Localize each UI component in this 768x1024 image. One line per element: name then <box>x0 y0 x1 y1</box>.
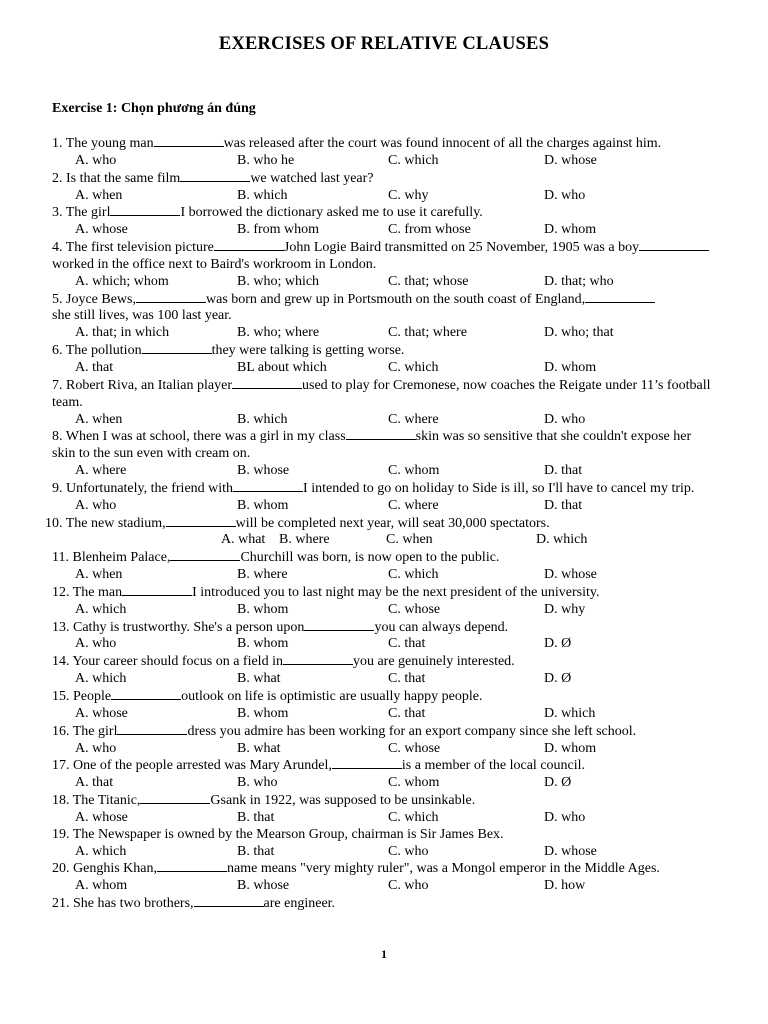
answer-option: D. who <box>544 411 586 427</box>
answer-blank <box>639 239 709 251</box>
answer-option: A. where <box>75 463 127 479</box>
question-text: is a member of the local council. <box>401 758 586 774</box>
answer-blank <box>122 584 192 596</box>
question-item <box>52 480 716 498</box>
answer-option: B. that <box>237 843 275 859</box>
answer-blank <box>304 619 374 631</box>
question-text: skin was so sensitive that she couldn't expose her skin to the sun even with cream on. <box>52 429 692 462</box>
answer-option: A. which; whom <box>75 273 169 289</box>
answer-option: C. from whose <box>388 222 471 238</box>
question-item <box>52 204 716 222</box>
question-text: 12. The man <box>52 584 123 600</box>
answer-option: D. Ø <box>544 775 572 791</box>
answer-option: D. why <box>544 601 586 617</box>
answer-option: A. who <box>75 152 117 168</box>
answer-option: A. when <box>75 187 123 203</box>
answer-option: A. when <box>75 567 123 583</box>
question-text: used to play for Cremonese, now coaches the Reigate under 11’s football team. <box>52 377 711 410</box>
answer-option: D. who <box>544 187 586 203</box>
answer-options <box>52 636 716 653</box>
question-text: 11. Blenheim Palace, <box>52 550 171 566</box>
answer-option: D. Ø <box>544 671 572 687</box>
answer-option: A. whose <box>75 809 128 825</box>
question-text: name means "very mighty ruler", was a Mongol emperor in the Middle Ages. <box>227 861 660 877</box>
question-text: 1. The young man <box>52 136 154 151</box>
question-text: 5. Joyce Bews, <box>52 291 136 307</box>
question-text: she still lives, was 100 last year. <box>52 308 232 324</box>
answer-blank <box>214 239 284 251</box>
answer-option: D. whose <box>544 152 597 168</box>
question-text: I borrowed the dictionary asked me to use it carefully. <box>180 205 483 221</box>
question-item <box>52 895 716 913</box>
question-text: 7. Robert Riva, an Italian player <box>52 377 232 393</box>
answer-options <box>52 222 716 239</box>
answer-option: D. who; that <box>544 325 614 341</box>
question-item <box>52 135 716 153</box>
answer-blank <box>346 428 416 440</box>
answer-options <box>52 741 716 758</box>
answer-option: BL about which <box>237 359 327 375</box>
question-text: 2. Is that the same film <box>52 170 181 186</box>
question-item <box>52 757 716 775</box>
answer-options <box>52 602 716 619</box>
answer-option: C. that; whose <box>388 273 469 289</box>
question-text: 17. One of the people arrested was Mary Arundel, <box>52 758 332 774</box>
answer-option: A. what <box>221 532 266 548</box>
answer-option: D. whose <box>544 843 597 859</box>
answer-options <box>52 706 716 723</box>
question-item <box>52 549 716 567</box>
answer-option: C. that <box>388 705 426 721</box>
answer-options <box>52 274 716 291</box>
answer-blank <box>180 170 250 182</box>
question-text: they were talking is getting worse. <box>211 343 405 359</box>
answer-option: B. what <box>237 740 281 756</box>
answer-options <box>52 844 716 861</box>
answer-option: A. who <box>75 497 117 513</box>
question-item <box>52 170 716 188</box>
answer-option: D. whom <box>544 359 597 375</box>
question-text: you can always depend. <box>374 619 509 635</box>
question-item <box>52 792 716 810</box>
question-text: worked in the office next to Baird's workroom in London. <box>52 256 377 272</box>
answer-blank <box>136 291 206 303</box>
answer-option: C. which <box>388 567 439 583</box>
answer-blank <box>166 515 236 527</box>
question-text: are engineer. <box>263 896 336 912</box>
answer-option: C. when <box>386 532 433 548</box>
answer-blank <box>332 757 402 769</box>
answer-option: C. that <box>388 671 426 687</box>
answer-option: B. whose <box>237 878 290 894</box>
question-text: dress you admire has been working for an export company since she left school. <box>187 723 637 739</box>
question-item <box>52 428 716 463</box>
answer-options <box>52 153 716 170</box>
answer-options <box>52 810 716 827</box>
answer-blank <box>585 291 655 303</box>
answer-blank <box>111 688 181 700</box>
answer-blank <box>110 204 180 216</box>
question-item <box>52 584 716 602</box>
answer-option: C. who <box>388 878 429 894</box>
answer-option: A. whose <box>75 705 128 721</box>
answer-options <box>52 567 716 584</box>
question-text: John Logie Baird transmitted on 25 November, 1905 was a boy <box>283 240 640 256</box>
answer-option: C. who <box>388 843 429 859</box>
answer-blank <box>170 549 240 561</box>
question-list <box>45 135 716 913</box>
answer-options <box>52 878 716 895</box>
question-text: 8. When I was at school, there was a girl in my class <box>52 429 346 445</box>
answer-option: C. why <box>388 187 429 203</box>
answer-option: D. whom <box>544 740 597 756</box>
answer-options <box>52 360 716 377</box>
question-text: 18. The Titanic, <box>52 793 141 809</box>
answer-option: B. whom <box>237 601 289 617</box>
question-text: 3. The girl <box>52 205 111 221</box>
question-item <box>52 860 716 878</box>
answer-option: D. whose <box>544 567 597 583</box>
question-text: 6. The pollution <box>52 343 142 359</box>
answer-option: B. who; where <box>237 325 320 341</box>
question-item <box>52 291 716 326</box>
answer-options <box>52 325 716 342</box>
answer-option: B. who <box>237 775 278 791</box>
answer-option: B. from whom <box>237 222 320 238</box>
answer-option: B. where <box>279 532 330 548</box>
answer-option: C. that <box>388 636 426 652</box>
question-item <box>52 827 716 844</box>
answer-option: C. whose <box>388 601 441 617</box>
answer-option: D. that <box>544 497 583 513</box>
question-text: I intended to go on holiday to Side is ill, so I'll have to cancel my trip. <box>303 480 695 496</box>
answer-option: B. which <box>237 187 288 203</box>
answer-blank <box>142 342 212 354</box>
answer-option: B. whose <box>237 463 290 479</box>
answer-option: A. which <box>75 601 127 617</box>
answer-option: A. when <box>75 411 123 427</box>
exercise-heading: Exercise 1: Chọn phương án đúng <box>52 101 256 116</box>
question-text: was born and grew up in Portsmouth on the south coast of England, <box>206 291 586 307</box>
answer-option: C. whom <box>388 775 440 791</box>
question-item <box>52 342 716 360</box>
answer-option: D. which <box>544 705 596 721</box>
answer-option: C. which <box>388 809 439 825</box>
question-item <box>52 239 716 274</box>
question-text: 16. The girl <box>52 723 118 739</box>
answer-options <box>52 412 716 429</box>
answer-options <box>52 498 716 515</box>
answer-options <box>52 188 716 205</box>
answer-option: D. that <box>544 463 583 479</box>
question-item <box>52 619 716 637</box>
answer-option: D. whom <box>544 222 597 238</box>
answer-blank <box>117 723 187 735</box>
answer-option: A. that <box>75 359 114 375</box>
question-item <box>52 653 716 671</box>
question-text: Churchill was born, is now open to the public. <box>240 550 500 566</box>
answer-option: A. whom <box>75 878 128 894</box>
answer-option: C. whom <box>388 463 440 479</box>
answer-option: C. which <box>388 359 439 375</box>
question-text: 21. She has two brothers, <box>52 896 194 912</box>
question-text: outlook on life is optimistic are usually happy people. <box>181 689 483 704</box>
answer-option: A. which <box>75 671 127 687</box>
answer-option: A. who <box>75 636 117 652</box>
answer-blank <box>157 860 227 872</box>
question-text: 13. Cathy is trustworthy. She's a person upon <box>52 619 305 635</box>
answer-option: B. whom <box>237 497 289 513</box>
answer-option: B. what <box>237 671 281 687</box>
question-item <box>45 515 716 533</box>
answer-option: B. where <box>237 567 288 583</box>
answer-blank <box>194 895 264 907</box>
question-text: was released after the court was found innocent of all the charges against him. <box>223 136 662 151</box>
question-text: Gsank in 1922, was supposed to be unsinkable. <box>210 793 476 809</box>
page-number: 1 <box>381 947 387 961</box>
answer-option: D. who <box>544 809 586 825</box>
question-item <box>52 723 716 741</box>
question-text: 14. Your career should focus on a field in <box>52 654 283 670</box>
answer-option: C. whose <box>388 740 441 756</box>
question-text: 15. People <box>52 689 112 704</box>
question-item <box>52 377 716 412</box>
document-title: EXERCISES OF RELATIVE CLAUSES <box>218 34 550 54</box>
answer-option: B. whom <box>237 705 289 721</box>
answer-blank <box>232 377 302 389</box>
answer-blank <box>154 135 224 147</box>
answer-option: C. where <box>388 497 439 513</box>
question-text: you are genuinely interested. <box>352 654 515 670</box>
answer-blank <box>140 792 210 804</box>
answer-option: C. where <box>388 411 439 427</box>
question-text: will be completed next year, will seat 30,000 spectators. <box>235 515 550 531</box>
answer-option: C. which <box>388 152 439 168</box>
answer-option: B. who; which <box>237 273 320 289</box>
answer-option: D. which <box>536 532 588 548</box>
question-text: 4. The first television picture <box>52 240 214 256</box>
answer-blank <box>283 653 353 665</box>
question-text: 9. Unfortunately, the friend with <box>52 480 234 496</box>
question-text: we watched last year? <box>250 170 374 186</box>
answer-option: A. whose <box>75 222 128 238</box>
answer-options <box>52 532 716 549</box>
answer-option: A. which <box>75 843 127 859</box>
question-text: I introduced you to last night may be the next president of the university. <box>192 584 600 600</box>
question-text: 19. The Newspaper is owned by the Mearson Group, chairman is Sir James Bex. <box>52 826 504 842</box>
answer-option: C. that; where <box>388 325 467 341</box>
answer-option: B. that <box>237 809 275 825</box>
answer-option: B. whom <box>237 636 289 652</box>
question-item <box>52 688 716 706</box>
question-text: 10. The new stadium, <box>45 515 166 531</box>
answer-options <box>52 775 716 792</box>
answer-option: A. that <box>75 775 114 791</box>
answer-option: A. who <box>75 740 117 756</box>
answer-option: B. who he <box>237 152 295 168</box>
answer-options <box>52 671 716 688</box>
answer-option: D. that; who <box>544 273 614 289</box>
answer-option: B. which <box>237 411 288 427</box>
question-text: 20. Genghis Khan, <box>52 861 157 877</box>
answer-options <box>52 463 716 480</box>
answer-option: D. how <box>544 878 586 894</box>
answer-option: D. Ø <box>544 636 572 652</box>
answer-option: A. that; in which <box>75 325 170 341</box>
answer-blank <box>233 480 303 492</box>
